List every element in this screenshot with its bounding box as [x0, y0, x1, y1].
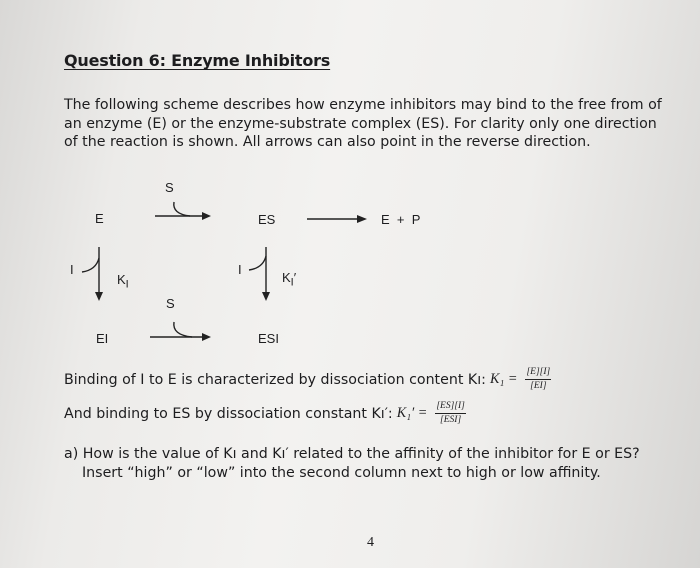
- arrowhead: [202, 333, 211, 341]
- binding-text-2: And binding to ES by dissociation constant Kı′:: [64, 405, 393, 422]
- binding-line-1: [64, 367, 551, 392]
- ki-prime-fraction: [435, 401, 466, 426]
- label-products: E + P: [381, 212, 421, 227]
- ki-numerator: [E][I]: [525, 367, 551, 380]
- question-a-line-2: Insert “high” or “low” into the second column next to high or low affinity.: [82, 464, 601, 481]
- label-e: E: [95, 211, 104, 226]
- arrow-es-to-esi: [249, 247, 266, 295]
- question-a: [64, 445, 664, 482]
- ki-prime-symbol: K₁′ =: [396, 405, 428, 421]
- arrow-ei-to-esi: [150, 322, 205, 337]
- label-ki-left: $K_I$: [117, 272, 129, 291]
- arrow-e-to-ei: [82, 247, 99, 295]
- label-es: ES: [258, 212, 276, 227]
- question-title: Question 6: Enzyme Inhibitors: [64, 51, 331, 70]
- page-number: 4: [367, 535, 374, 550]
- arrowhead: [95, 292, 103, 301]
- label-ki-right: $K_I'$: [282, 270, 297, 289]
- ki-symbol: K₁ =: [489, 371, 518, 387]
- intro-paragraph: The following scheme describes how enzyme inhibitors may bind to the free from of an enzyme (E) or the enzyme-substrate complex (ES). For clarity only one direction of the reaction is shown. All arrows can also point in the reverse direction.: [64, 97, 662, 150]
- ki-prime-denominator: [ESI]: [440, 415, 462, 425]
- arrow-e-to-es: [155, 202, 205, 216]
- label-s-bottom: S: [166, 296, 175, 311]
- binding-text-1: Binding of I to E is characterized by dissociation content Kı:: [64, 371, 486, 388]
- label-ei: EI: [96, 331, 109, 346]
- label-i-right: I: [238, 262, 242, 277]
- ki-prime-numerator: [ES][I]: [435, 401, 466, 414]
- label-esi: ESI: [258, 331, 279, 346]
- arrowhead: [357, 215, 367, 223]
- binding-line-2: [64, 401, 466, 426]
- question-a-line-1: a) How is the value of Kı and Kı′ related to the affinity of the inhibitor for E or ES?: [64, 446, 640, 462]
- arrowhead: [202, 212, 211, 220]
- ki-denominator: [EI]: [530, 381, 547, 391]
- label-i-left: I: [70, 262, 74, 277]
- label-s-top: S: [165, 180, 174, 195]
- ki-fraction: [525, 367, 551, 392]
- arrowhead: [262, 292, 270, 301]
